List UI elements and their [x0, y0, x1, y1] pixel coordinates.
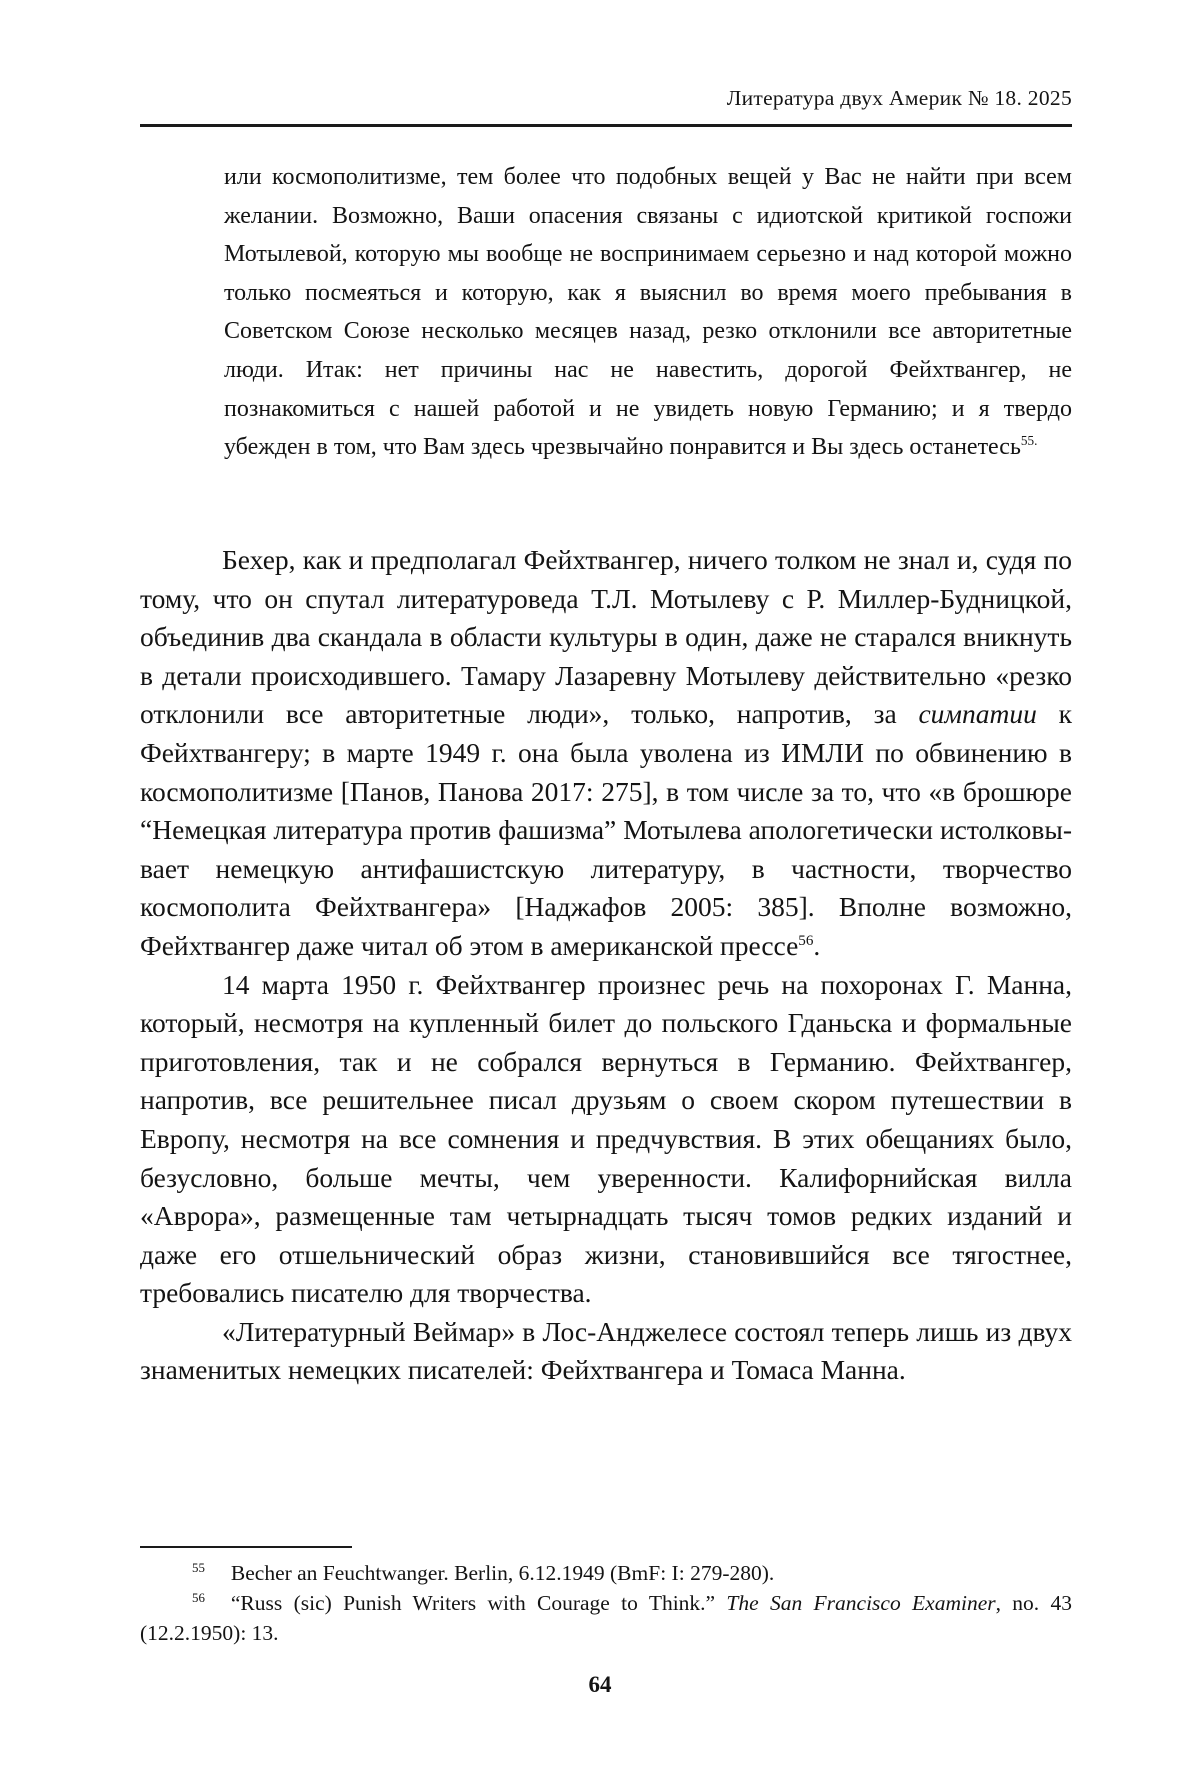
- main-text: [140, 541, 1072, 1390]
- footnotes: [140, 1558, 1072, 1648]
- paragraph-1: [140, 541, 1072, 966]
- footnote-ref-55[interactable]: 55.: [1020, 433, 1038, 449]
- footnote-55: [140, 1558, 1072, 1588]
- footnote-56: [140, 1588, 1072, 1648]
- footnote-text: Becher an Feuchtwanger. Berlin, 6.12.1949 (BmF: I: 279-280).: [230, 1561, 775, 1585]
- footnote-number: 55: [192, 1560, 205, 1575]
- paragraph-3: «Литературный Веймар» в Лос-Анджелесе состоял теперь лишь из двух знаменитых немецких писателей: Фейхтвангера и Томаса Манна.: [140, 1315, 1072, 1386]
- paragraph-1-end: .: [813, 929, 821, 961]
- paragraph-1-part-b: к Фейхтвангеру; в марте 1949 г. она была уволена из ИМЛИ по обвинению в космополитизме [Панов, Панова 2017: 275], в том числе за то, что «в брошюре “Немецкая литература против фашизма” Мотылева апологетически истолковывает немецкую антифашистскую литературу, в частности, творчество космополита Фейхтвангера» [Наджафов 2005: 385]. Вполне возможно, Фейхтвангер даже читал об этом в американской прессе: [140, 698, 1072, 961]
- page-number: 64: [588, 1672, 612, 1697]
- footnote-number: 56: [192, 1590, 205, 1605]
- quote-paragraph: [224, 158, 1072, 467]
- footnote-text-part-a: “Russ (sic) Punish Writers with Courage to Think.”: [230, 1591, 727, 1615]
- paragraph-2: 14 марта 1950 г. Фейхтвангер произнес речь на похоронах Г. Манна, который, несмотря на купленный билет до польского Гданьска и формальные приготовления, так и не собрался вернуться в Германию. Фейхтвангер, напротив, все решительнее писал друзьям о своем скором путешествии в Европу, несмотря на все сомнения и предчувствия. В этих обещаниях было, безусловно, больше мечты, чем уверенности. Калифорнийская вилла «Аврора», размещенные там четырнадцать тысяч томов редких изданий и даже его отшельнический образ жизни, становившийся все тягостнее, требовались писателю для творчества.: [140, 968, 1072, 1309]
- footnote-text-part-b: , no. 43 (12.2.1950): 13.: [140, 1591, 1072, 1645]
- header-rule: [140, 124, 1072, 127]
- footnote-source-title: The San Francisco Examiner: [726, 1591, 996, 1615]
- block-quote: [224, 158, 1072, 467]
- paragraph-1-emphasis: симпатии: [918, 698, 1037, 730]
- running-head: Литература двух Америк № 18. 2025: [726, 86, 1072, 110]
- paragraph-1-part-a: Бехер, как и предполагал Фейхтвангер, ничего толком не знал и, судя по тому, что он спутал литературоведа Т.Л. Мотылеву с Р. Миллер-Будницкой, объединив два скандала в области культуры в один, даже не старался вникнуть в детали происходившего. Тамару Лазаревну Мотылеву действительно «резко отклонили все авторитетные люди», только, напротив, за: [140, 544, 1072, 730]
- footnote-ref-56[interactable]: 56: [798, 932, 814, 949]
- quote-text: или космополитизме, тем более что подобных вещей у Вас не найти при всем желании. Возможно, Ваши опасения связаны с идиотской критикой госпожи Мотылевой, которую мы вообще не воспринимаем серьезно и над которой можно только посмеяться и которую, как я выяснил во время моего пребывания в Советском Союзе несколько месяцев назад, резко отклонили все авторитетные люди. Итак: нет причины нас не навестить, дорогой Фейхтвангер, не познакомиться с нашей работой и не увидеть новую Германию; и я твердо убежден в том, что Вам здесь чрезвычайно понравится и Вы здесь останетесь: [224, 164, 1072, 461]
- footnote-rule: [140, 1546, 352, 1548]
